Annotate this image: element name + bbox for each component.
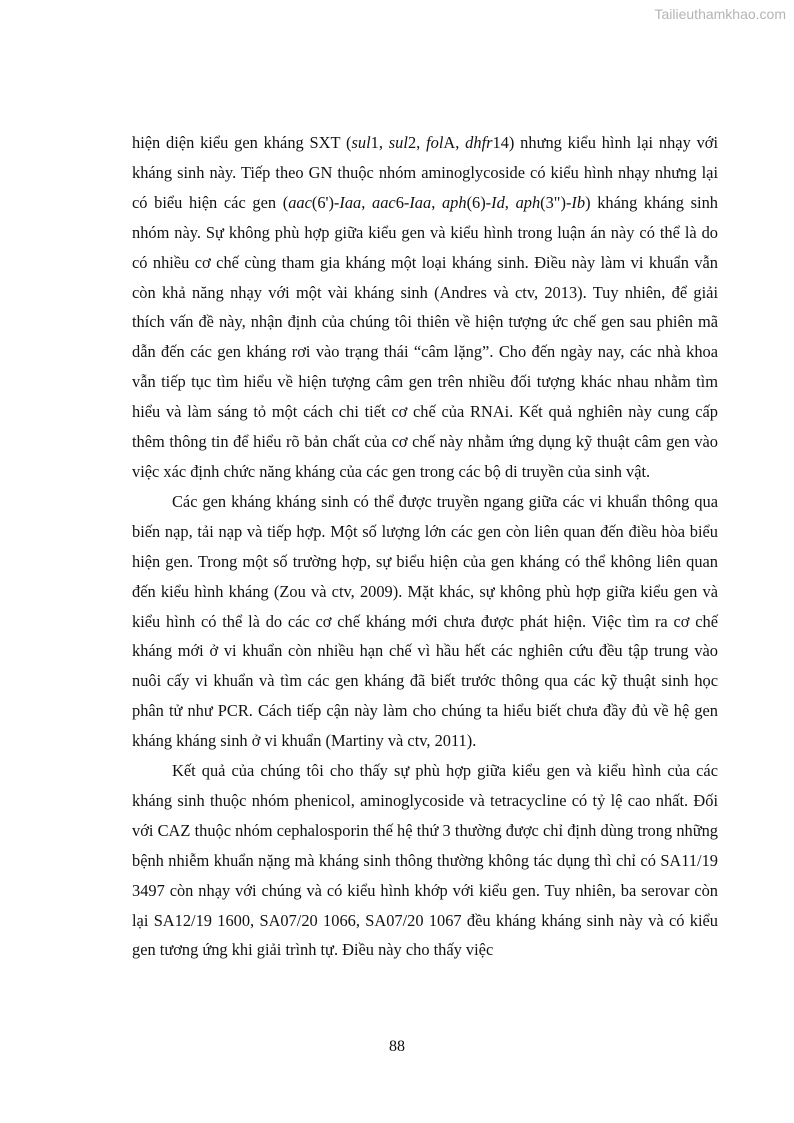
paragraph-3: Kết quả của chúng tôi cho thấy sự phù hợp giữa kiểu gen và kiểu hình của các kháng sinh thuộc nhóm phenicol, aminoglycoside và tetracycline có tỷ lệ cao nhất. Đối với CAZ thuộc nhóm cephalosporin thế hệ thứ 3 thường được chỉ định dùng trong những bệnh nhiễm khuẩn nặng mà kháng sinh thông thường không tác dụng thì chỉ có SA11/19 3497 còn nhạy với chúng và có kiểu hình khớp với kiểu gen. Tuy nhiên, ba serovar còn lại SA12/19 1600, SA07/20 1066, SA07/20 1067 đều kháng kháng sinh này và có kiểu gen tương ứng khi giải trình tự. Điều này cho thấy việc: [132, 761, 718, 960]
document-body: [132, 128, 718, 965]
paragraph-2: Các gen kháng kháng sinh có thể được truyền ngang giữa các vi khuẩn thông qua biến nạp, tải nạp và tiếp hợp. Một số lượng lớn các gen còn liên quan đến điều hòa biểu hiện gen. Trong một số trường hợp, sự biểu hiện của gen kháng có thể không liên quan đến kiểu hình kháng (Zou và ctv, 2009). Mặt khác, sự không phù hợp giữa kiểu gen và kiểu hình có thể là do các cơ chế kháng mới chưa được phát hiện. Việc tìm ra cơ chế kháng mới ở vi khuẩn còn nhiều hạn chế vì hầu hết các nghiên cứu đều tập trung vào nuôi cấy vi khuẩn và tìm các gen kháng đã biết trước thông qua các kỹ thuật sinh học phân tử như PCR. Cách tiếp cận này làm cho chúng ta hiểu biết chưa đầy đủ về hệ gen kháng kháng sinh ở vi khuẩn (Martiny và ctv, 2011).: [132, 491, 718, 751]
page-number: 88: [389, 1038, 405, 1055]
watermark: Tailieuthamkhao.com: [654, 6, 786, 22]
paragraph-1: hiện diện kiểu gen kháng SXT (sul1, sul2, folA, dhfr14) nhưng kiểu hình lại nhạy với kháng sinh này. Tiếp theo GN thuộc nhóm aminoglycoside có kiểu hình nhạy nhưng lại có biểu hiện các gen (aac(6')-Iaa, aac6-Iaa, aph(6)-Id, aph(3")-Ib) kháng kháng sinh nhóm này. Sự không phù hợp giữa kiểu gen và kiểu hình trong luận án này có thể là do có nhiều cơ chế cùng tham gia kháng một loại kháng sinh. Điều này làm vi khuẩn vẫn còn khả năng nhạy với một vài kháng sinh (Andres và ctv, 2013). Tuy nhiên, để giải thích vấn đề này, nhận định của chúng tôi thiên về hiện tượng ức chế gen sau phiên mã dẫn đến các gen kháng rơi vào trạng thái “câm lặng”. Cho đến ngày nay, các nhà khoa vẫn tiếp tục tìm hiểu về hiện tượng câm gen trên nhiều đối tượng khác nhau nhằm tìm hiểu và làm sáng tỏ một cách chi tiết cơ chế của RNAi. Kết quả nghiên này cung cấp thêm thông tin để hiểu rõ bản chất của cơ chế này nhằm ứng dụng kỹ thuật câm gen vào việc xác định chức năng kháng của các gen trong các bộ di truyền của sinh vật.: [132, 133, 719, 481]
